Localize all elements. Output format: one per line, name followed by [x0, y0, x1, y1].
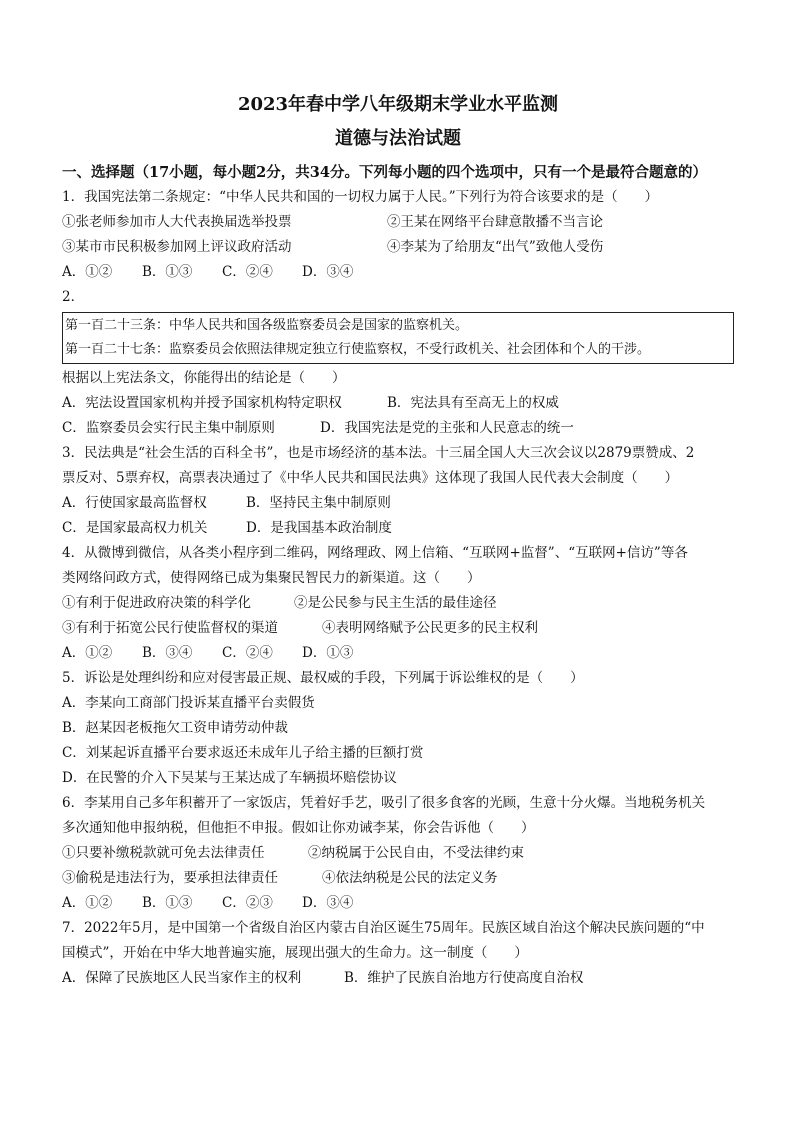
statement: ③偷税是违法行为，要承担法律责任 — [62, 870, 278, 886]
statement-row — [62, 591, 734, 616]
question-stem: 3．民法典是“社会生活的百科全书”，也是市场经济的基本法。十三届全国人大三次会议以2879票赞成、2 — [62, 445, 695, 461]
option-row — [62, 260, 734, 285]
option-d: D．③④ — [302, 895, 354, 911]
option-row — [62, 966, 734, 991]
statement-row — [62, 210, 734, 235]
question-stem: 4．从微博到微信，从各类小程序到二维码，网络理政、网上信箱、“互联网+监督”、“互联网+信访”等各 — [62, 545, 688, 561]
option-b: B．③④ — [142, 645, 193, 661]
question-4 — [62, 541, 734, 666]
question-stem-cont: 票反对、5票弃权，高票表决通过了《中华人民共和国民法典》这体现了我国人民代表大会制度（ ） — [62, 470, 679, 486]
question-1 — [62, 185, 734, 285]
option-b: B．①③ — [142, 895, 193, 911]
option-d: D．我国宪法是党的主张和人民意志的统一 — [320, 420, 574, 436]
statement: ③某市市民积极参加网上评议政府活动 — [62, 239, 292, 255]
option-row — [62, 641, 734, 666]
statement: ③有利于拓宽公民行使监督权的渠道 — [62, 620, 278, 636]
law-article: 第一百二十三条：中华人民共和国各级监察委员会是国家的监察机关。 — [65, 318, 469, 333]
question-3 — [62, 441, 734, 541]
question-stem-cont: 类网络问政方式，使得网络已成为集聚民智民力的新渠道。这（ ） — [62, 570, 481, 586]
law-article: 第一百二十七条：监察委员会依照法律规定独立行使监察权，不受行政机关、社会团体和个人的干涉。 — [65, 342, 651, 357]
option-b: B．坚持民主集中制原则 — [246, 495, 391, 511]
question-stem: 7．2022年5月，是中国第一个省级自治区内蒙古自治区诞生75周年。民族区域自治这个解决民族问题的“中 — [62, 920, 705, 936]
option-a: A．①② — [62, 895, 113, 911]
statement-row — [62, 616, 734, 641]
exam-title: 2023年春中学八年级期末学业水平监测 — [237, 94, 559, 115]
statement-row — [62, 235, 734, 260]
statement: ②纳税属于公民自由，不受法律约束 — [308, 845, 524, 861]
statement: ④表明网络赋予公民更多的民主权利 — [322, 620, 538, 636]
option-d: D．③④ — [302, 264, 354, 280]
statement: ①有利于促进政府决策的科学化 — [62, 595, 251, 611]
constitution-excerpt-box — [62, 312, 734, 364]
option-row — [62, 516, 734, 541]
option-d: D．在民警的介入下吴某与王某达成了车辆损坏赔偿协议 — [62, 770, 397, 786]
option-a: A．保障了民族地区人民当家作主的权利 — [62, 970, 302, 986]
option-row — [62, 491, 734, 516]
option-b: B．宪法具有至高无上的权威 — [387, 395, 559, 411]
exam-subtitle: 道德与法治试题 — [335, 128, 461, 149]
option-b: B．维护了民族自治地方行使高度自治权 — [344, 970, 584, 986]
question-stem: 根据以上宪法条文，你能得出的结论是（ ） — [62, 370, 346, 386]
option-row — [62, 391, 734, 416]
statement-row — [62, 841, 734, 866]
statement: ①张老师参加市人大代表换届选举投票 — [62, 214, 292, 230]
statement: ④依法纳税是公民的法定义务 — [322, 870, 498, 886]
statement-row — [62, 866, 734, 891]
question-7 — [62, 916, 734, 991]
statement: ②是公民参与民主生活的最佳途径 — [294, 595, 497, 611]
option-row — [62, 416, 734, 441]
section-heading: 一、选择题（17小题，每小题2分，共34分。下列每小题的四个选项中，只有一个是最符合题意的） — [62, 164, 707, 181]
option-a: A．李某向工商部门投诉某直播平台卖假货 — [62, 695, 315, 711]
statement: ②王某在网络平台肆意散播不当言论 — [387, 214, 603, 230]
question-stem: 5．诉讼是处理纠纷和应对侵害最正规、最权威的手段，下列属于诉讼维权的是（ ） — [62, 670, 584, 686]
question-5 — [62, 666, 734, 791]
option-b: B．①③ — [142, 264, 193, 280]
option-d: D．①③ — [302, 645, 354, 661]
option-b: B．赵某因老板拖欠工资申请劳动仲裁 — [62, 720, 288, 736]
option-a: A．行使国家最高监督权 — [62, 495, 207, 511]
option-c: C．②④ — [222, 264, 273, 280]
option-a: A．①② — [62, 645, 113, 661]
statement: ④李某为了给朋友“出气”致他人受伤 — [387, 239, 604, 255]
question-stem-cont: 国模式”，开始在中华大地普遍实施，展现出强大的生命力。这一制度（ ） — [62, 945, 528, 961]
option-c: C．是国家最高权力机关 — [62, 520, 208, 536]
option-a: A．①② — [62, 264, 113, 280]
exam-page — [62, 92, 734, 991]
option-d: D．是我国基本政治制度 — [246, 520, 392, 536]
option-c: C．②③ — [222, 895, 273, 911]
statement: ①只要补缴税款就可免去法律责任 — [62, 845, 265, 861]
question-stem-cont: 多次通知他申报纳税，但他拒不申报。假如让你劝诫李某，你会告诉他（ ） — [62, 820, 535, 836]
option-a: A．宪法设置国家机构并授予国家机构特定职权 — [62, 395, 342, 411]
option-c: C．刘某起诉直播平台要求返还未成年儿子给主播的巨额打赏 — [62, 745, 424, 761]
question-stem: 6．李某用自己多年积蓄开了一家饭店，凭着好手艺，吸引了很多食客的光顾，生意十分火爆。当地税务机关 — [62, 795, 706, 811]
question-stem: 1．我国宪法第二条规定：“中华人民共和国的一切权力属于人民。”下列行为符合该要求的是（ ） — [62, 189, 659, 205]
option-c: C．②④ — [222, 645, 273, 661]
option-c: C．监察委员会实行民主集中制原则 — [62, 420, 275, 436]
question-number: 2． — [62, 289, 85, 305]
option-row — [62, 891, 734, 916]
question-2 — [62, 285, 734, 441]
question-6 — [62, 791, 734, 916]
